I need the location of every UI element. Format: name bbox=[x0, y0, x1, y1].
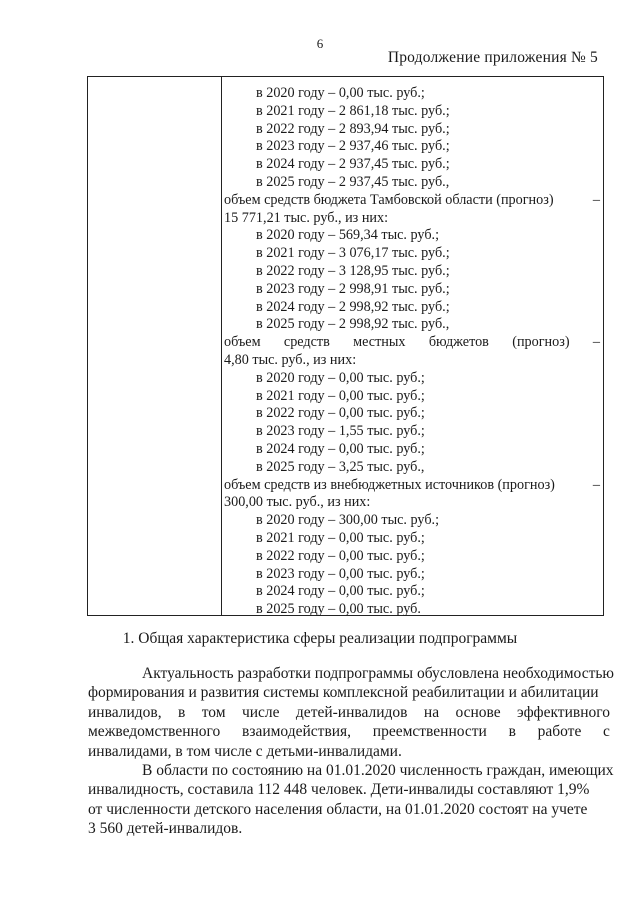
regional-year-2021: в 2021 году – 3 076,17 тыс. руб.; bbox=[256, 245, 450, 262]
local-heading-word: объем bbox=[224, 334, 261, 351]
word: работе bbox=[537, 723, 582, 741]
paragraph-line: Актуальность разработки подпрограммы обусловлена необходимостью bbox=[142, 665, 614, 682]
local-heading-dash: – bbox=[592, 334, 600, 351]
word: на bbox=[423, 703, 440, 721]
extrabudget-year-2024: в 2024 году – 0,00 тыс. руб.; bbox=[256, 583, 425, 600]
paragraph-statistics bbox=[88, 761, 614, 839]
local-heading-word: бюджетов bbox=[428, 334, 489, 351]
regional-year-2023: в 2023 году – 2 998,91 тыс. руб.; bbox=[256, 280, 450, 297]
extrabudget-heading bbox=[224, 477, 600, 495]
regional-budget-total: 15 771,21 тыс. руб., из них: bbox=[224, 209, 389, 226]
table-column-divider bbox=[221, 76, 222, 616]
local-year-2025: в 2025 году – 3,25 тыс. руб., bbox=[256, 458, 425, 475]
word: взаимодействия, bbox=[242, 723, 352, 741]
regional-year-2024: в 2024 году – 2 998,92 тыс. руб.; bbox=[256, 298, 450, 315]
regional-year-2025: в 2025 году – 2 998,92 тыс. руб., bbox=[256, 316, 450, 333]
federal-year-2025: в 2025 году – 2 937,45 тыс. руб., bbox=[256, 173, 450, 190]
extrabudget-year-2022: в 2022 году – 0,00 тыс. руб.; bbox=[256, 547, 425, 564]
federal-year-2022: в 2022 году – 2 893,94 тыс. руб.; bbox=[256, 120, 450, 137]
page-number: 6 bbox=[316, 36, 324, 51]
paragraph-relevance bbox=[88, 664, 614, 761]
word: в bbox=[177, 703, 186, 721]
local-budget-heading bbox=[224, 334, 600, 352]
section-heading: 1. Общая характеристика сферы реализации подпрограммы bbox=[122, 630, 518, 647]
regional-heading-dash: – bbox=[592, 191, 600, 208]
word: том bbox=[201, 703, 226, 721]
word: с bbox=[603, 723, 610, 741]
regional-year-2022: в 2022 году – 3 128,95 тыс. руб.; bbox=[256, 262, 450, 279]
word: основе bbox=[455, 703, 501, 721]
regional-year-2020: в 2020 году – 569,34 тыс. руб.; bbox=[256, 227, 440, 244]
word: детей-инвалидов bbox=[295, 703, 408, 721]
paragraph-line: инвалидность, составила 112 448 человек. Дети-инвалиды составляют 1,9% bbox=[88, 781, 590, 799]
regional-budget-heading bbox=[224, 192, 600, 210]
local-budget-total: 4,80 тыс. руб., из них: bbox=[224, 351, 357, 368]
local-year-2021: в 2021 году – 0,00 тыс. руб.; bbox=[256, 387, 425, 404]
funding-table-cell bbox=[224, 85, 600, 619]
extrabudget-year-2023: в 2023 году – 0,00 тыс. руб.; bbox=[256, 565, 425, 582]
word: эффективного bbox=[517, 703, 610, 721]
word: преемственности bbox=[372, 723, 487, 741]
local-year-2022: в 2022 году – 0,00 тыс. руб.; bbox=[256, 405, 425, 422]
word: в bbox=[508, 723, 516, 741]
paragraph-line-justified bbox=[88, 722, 610, 741]
extrabudget-year-2020: в 2020 году – 300,00 тыс. руб.; bbox=[256, 512, 440, 529]
local-heading-word: (прогноз) bbox=[512, 334, 570, 351]
extrabudget-heading-dash: – bbox=[592, 476, 600, 493]
extrabudget-heading-text: объем средств из внебюджетных источников (прогноз) bbox=[224, 476, 555, 493]
federal-year-2024: в 2024 году – 2 937,45 тыс. руб.; bbox=[256, 156, 450, 173]
extrabudget-total: 300,00 тыс. руб., из них: bbox=[224, 494, 371, 511]
local-heading-word: местных bbox=[353, 334, 406, 351]
regional-heading-text: объем средств бюджета Тамбовской области (прогноз) bbox=[224, 191, 554, 208]
federal-year-2021: в 2021 году – 2 861,18 тыс. руб.; bbox=[256, 102, 450, 119]
word: межведомственного bbox=[88, 723, 221, 741]
paragraph-line: 3 560 детей-инвалидов. bbox=[88, 820, 243, 838]
paragraph-line: от численности детского населения области, на 01.01.2020 состоят на учете bbox=[88, 800, 588, 818]
appendix-label: Продолжение приложения № 5 bbox=[387, 49, 598, 66]
paragraph-line: В области по состоянию на 01.01.2020 численность граждан, имеющих bbox=[142, 762, 614, 779]
local-year-2024: в 2024 году – 0,00 тыс. руб.; bbox=[256, 440, 425, 457]
local-year-2023: в 2023 году – 1,55 тыс. руб.; bbox=[256, 423, 425, 440]
paragraph-line: формирования и развития системы комплексной реабилитации и абилитации bbox=[88, 684, 599, 702]
word: числе bbox=[241, 703, 280, 721]
extrabudget-year-2021: в 2021 году – 0,00 тыс. руб.; bbox=[256, 529, 425, 546]
paragraph-line-justified bbox=[88, 703, 610, 722]
federal-year-2020: в 2020 году – 0,00 тыс. руб.; bbox=[256, 85, 425, 101]
local-heading-word: средств bbox=[283, 334, 330, 351]
federal-year-2023: в 2023 году – 2 937,46 тыс. руб.; bbox=[256, 138, 450, 155]
local-year-2020: в 2020 году – 0,00 тыс. руб.; bbox=[256, 369, 425, 386]
word: инвалидов, bbox=[88, 703, 162, 721]
extrabudget-year-2025: в 2025 году – 0,00 тыс. руб. bbox=[256, 601, 421, 618]
paragraph-line: инвалидами, в том числе с детьми-инвалидами. bbox=[88, 742, 402, 760]
